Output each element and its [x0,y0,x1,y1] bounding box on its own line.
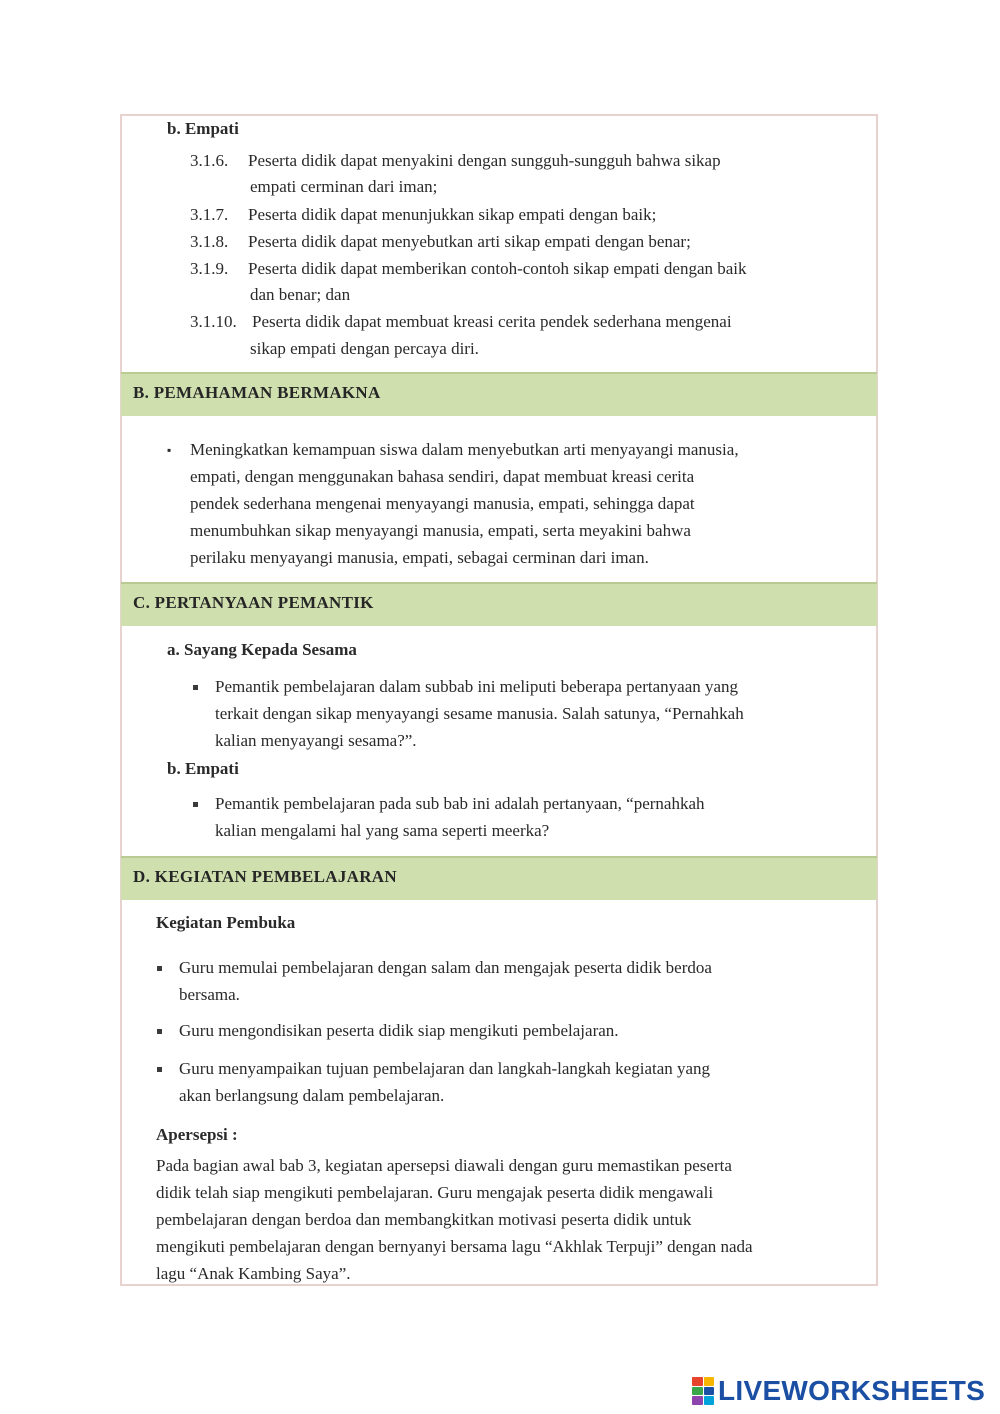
objective-text: empati cerminan dari iman; [250,177,438,196]
objective-text: Peserta didik dapat menyakini dengan sungguh-sungguh bahwa sikap [248,151,721,170]
paragraph-line: perilaku menyayangi manusia, empati, sebagai cerminan dari iman. [190,548,649,567]
paragraph-line: bersama. [179,985,240,1004]
section-c-header [121,582,877,626]
logo-mark-icon [692,1377,714,1405]
logo-block [704,1396,715,1405]
section-c-title: C. PERTANYAAN PEMANTIK [133,593,374,612]
sub-b-heading: b. Empati [167,759,239,778]
logo-block [704,1387,715,1396]
objective-number: 3.1.7. [190,205,229,224]
paragraph-line: pembelajaran dengan berdoa dan membangkitkan motivasi peserta didik untuk [156,1210,692,1229]
logo-block [704,1377,715,1386]
logo-block [692,1396,703,1405]
paragraph-line: terkait dengan sikap menyayangi sesame manusia. Salah satunya, “Pernahkah [215,704,744,723]
paragraph-line: Pemantik pembelajaran pada sub bab ini adalah pertanyaan, “pernahkah [215,794,705,813]
paragraph-line: akan berlangsung dalam pembelajaran. [179,1086,445,1105]
liveworksheets-logo[interactable] [692,1374,985,1408]
objective-text: Peserta didik dapat menunjukkan sikap empati dengan baik; [248,205,657,224]
objective-number: 3.1.6. [190,151,229,170]
paragraph-line: menumbuhkan sikap menyayangi manusia, empati, serta meyakini bahwa [190,521,691,540]
paragraph-line: Pemantik pembelajaran dalam subbab ini meliputi beberapa pertanyaan yang [215,677,739,696]
sub-a-heading: a. Sayang Kepada Sesama [167,640,357,659]
bullet-icon [157,966,162,971]
paragraph-line: didik telah siap mengikuti pembelajaran. Guru mengajak peserta didik mengawali [156,1183,714,1202]
empati-heading: b. Empati [167,119,239,138]
objective-number: 3.1.8. [190,232,229,251]
opening-heading: Kegiatan Pembuka [156,913,296,932]
objective-number: 3.1.9. [190,259,229,278]
logo-text: LIVEWORKSHEETS [718,1375,986,1406]
section-d-title: D. KEGIATAN PEMBELAJARAN [133,867,397,886]
paragraph-line: empati, dengan menggunakan bahasa sendiri, dapat membuat kreasi cerita [190,467,695,486]
section-d-header [121,856,877,900]
paragraph-line: Guru mengondisikan peserta didik siap mengikuti pembelajaran. [179,1021,619,1040]
paragraph-line: kalian menyayangi sesama?”. [215,731,417,750]
paragraph-line: lagu “Anak Kambing Saya”. [156,1264,351,1283]
bullet-icon [157,1067,162,1072]
paragraph-line: kalian mengalami hal yang sama seperti meerka? [215,821,550,840]
paragraph-line: Pada bagian awal bab 3, kegiatan apersepsi diawali dengan guru memastikan peserta [156,1156,732,1175]
paragraph-line: Guru menyampaikan tujuan pembelajaran dan langkah-langkah kegiatan yang [179,1059,711,1078]
apersepsi-heading: Apersepsi : [156,1125,238,1144]
bullet-icon [157,1029,162,1034]
bullet-icon [193,685,198,690]
objective-text: dan benar; dan [250,285,351,304]
logo-block [692,1387,703,1396]
objective-text: Peserta didik dapat membuat kreasi cerita pendek sederhana mengenai [252,312,732,331]
page-frame [120,114,878,1286]
bullet-icon: ▪ [167,443,172,457]
objective-text: sikap empati dengan percaya diri. [250,339,479,358]
paragraph-line: pendek sederhana mengenai menyayangi manusia, empati, sehingga dapat [190,494,695,513]
objective-text: Peserta didik dapat menyebutkan arti sikap empati dengan benar; [248,232,691,251]
logo-block [692,1377,703,1386]
paragraph-line: Guru memulai pembelajaran dengan salam dan mengajak peserta didik berdoa [179,958,712,977]
paragraph-line: mengikuti pembelajaran dengan bernyanyi bersama lagu “Akhlak Terpuji” dengan nada [156,1237,753,1256]
section-b-header [121,372,877,416]
section-b-title: B. PEMAHAMAN BERMAKNA [133,383,381,402]
bullet-icon [193,802,198,807]
objective-text: Peserta didik dapat memberikan contoh-contoh sikap empati dengan baik [248,259,747,278]
paragraph-line: Meningkatkan kemampuan siswa dalam menyebutkan arti menyayangi manusia, [190,440,739,459]
objective-number: 3.1.10. [190,312,237,331]
